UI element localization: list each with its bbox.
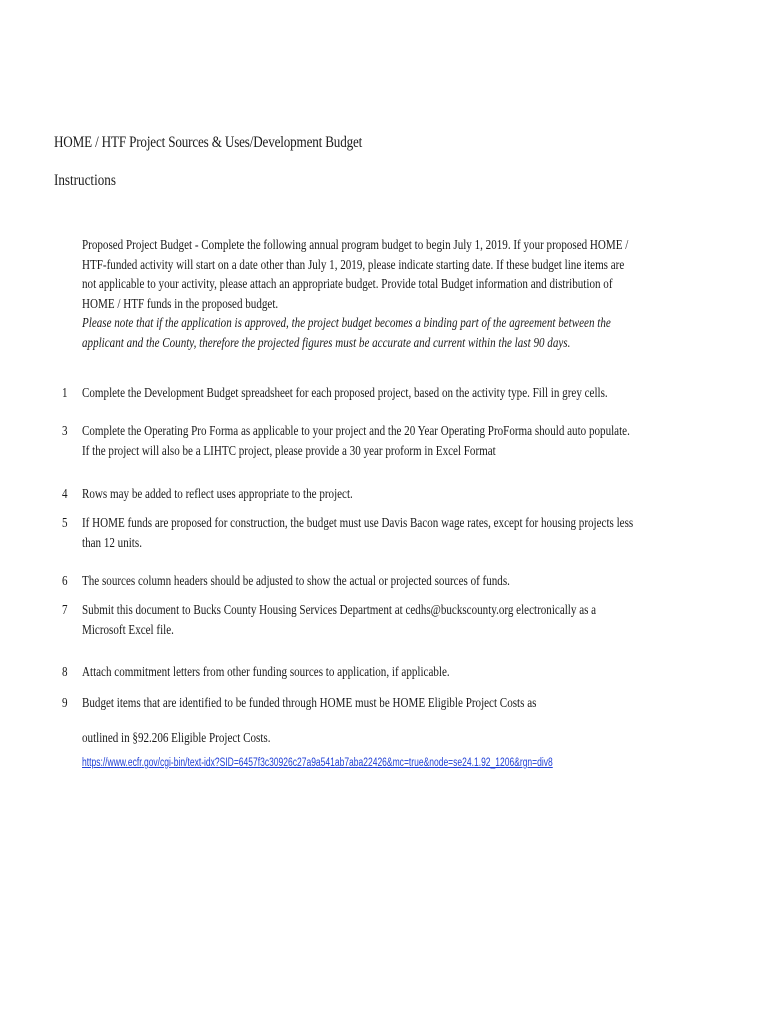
item-text [82, 421, 630, 460]
item-number: 8 [62, 664, 68, 679]
ecfr-link[interactable]: https://www.ecfr.gov/cgi-bin/text-idx?SID=6457f3c30926c27a9a541ab7aba22426&mc=true&node=se24.1.92_1206&rgn=div8 [82, 757, 553, 769]
intro-line: not applicable to your activity, please attach an appropriate budget. Provide total Budget information and distribution of [82, 276, 613, 291]
item-line: If HOME funds are proposed for construction, the budget must use Davis Bacon wage rates, except for housing projects less [82, 515, 634, 530]
item-text [82, 513, 633, 552]
item-number: 9 [62, 695, 68, 710]
item-line: Complete the Operating Pro Forma as applicable to your project and the 20 Year Operating ProForma should auto populate. [82, 423, 630, 438]
item-line: If the project will also be a LIHTC project, please provide a 30 year proform in Excel Format [82, 442, 496, 458]
item-number: 5 [62, 515, 68, 530]
item-text [82, 693, 536, 747]
item-text [82, 662, 450, 682]
item-line: Complete the Development Budget spreadsheet for each proposed project, based on the activity type. Fill in grey cells. [82, 385, 608, 400]
item-line: Submit this document to Bucks County Housing Services Department at cedhs@buckscounty.org electronically as a [82, 602, 597, 617]
item-line: Budget items that are identified to be funded through HOME must be HOME Eligible Project Costs as [82, 695, 537, 710]
intro-line: Proposed Project Budget - Complete the following annual program budget to begin July 1, 2019. If your proposed HOME / [82, 237, 629, 252]
item-text [82, 600, 596, 639]
item-number: 3 [62, 423, 68, 438]
item-text [82, 571, 510, 591]
item-line [82, 713, 536, 728]
item-line: than 12 units. [82, 534, 142, 550]
document-title: HOME / HTF Project Sources & Uses/Development Budget [54, 134, 363, 151]
item-line: Attach commitment letters from other funding sources to application, if applicable. [82, 664, 450, 679]
intro-paragraph [82, 235, 629, 352]
intro-line: HOME / HTF funds in the proposed budget. [82, 295, 279, 311]
intro-note-line: applicant and the County, therefore the projected figures must be accurate and current within the last 90 days. [82, 334, 571, 350]
item-number: 1 [62, 385, 68, 400]
item-number: 4 [62, 486, 68, 501]
intro-note-line: Please note that if the application is approved, the project budget becomes a binding part of the agreement between the [82, 315, 611, 330]
item-line: Microsoft Excel file. [82, 621, 174, 637]
item-number: 7 [62, 602, 68, 617]
item-text [82, 383, 608, 403]
intro-line: HTF-funded activity will start on a date other than July 1, 2019, please indicate starting date. If these budget line items are [82, 256, 625, 272]
item-line: The sources column headers should be adjusted to show the actual or projected sources of funds. [82, 573, 510, 588]
item-number: 6 [62, 573, 68, 588]
item-line: Rows may be added to reflect uses appropriate to the project. [82, 486, 353, 501]
item-line: outlined in §92.206 Eligible Project Costs. [82, 729, 271, 745]
item-text [82, 484, 353, 504]
instructions-heading: Instructions [54, 172, 116, 189]
